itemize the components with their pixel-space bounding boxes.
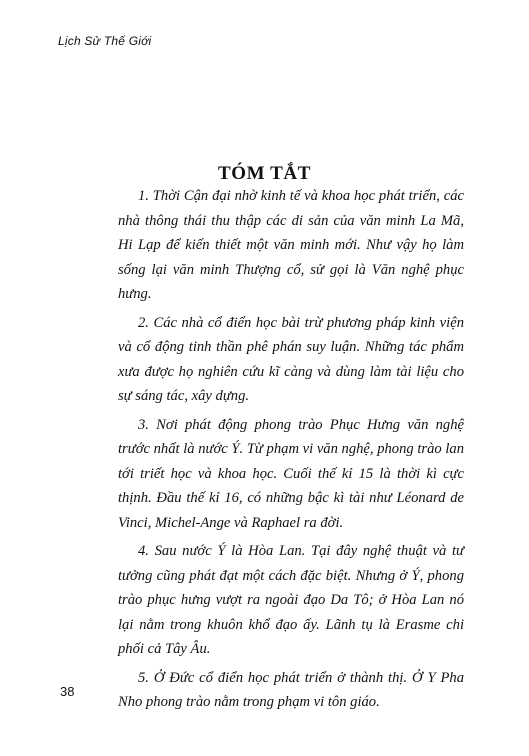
summary-paragraph-5: 5. Ở Đức cổ điển học phát triển ở thành thị. Ở Y Pha Nho phong trào nằm trong phạm vi tôn giáo. [118, 669, 464, 710]
page-number: 38 [60, 684, 75, 699]
summary-body [118, 184, 464, 719]
section-title: TÓM TẮT [217, 162, 312, 184]
summary-paragraph-4: 4. Sau nước Ý là Hòa Lan. Tại đây nghệ thuật và tư tưởng cũng phát đạt một cách đặc biệt. Nhưng ở Ý, phong trào phục hưng vượt ra ngoài đạo Da Tô; ở Hòa Lan nó lại nằm trong khuôn khổ đạo ấy. Lãnh tụ là Erasme chi phối cả Tây Âu. [118, 543, 464, 657]
summary-paragraph-1: 1. Thời Cận đại nhờ kinh tế và khoa học phát triển, các nhà thông thái thu thập các di sản của văn minh La Mã, Hi Lạp để kiến thiết một văn minh mới. Như vậy họ làm sống lại văn minh Thượng cổ, sử gọi là Văn nghệ phục hưng. [118, 188, 464, 302]
summary-paragraph-3: 3. Nơi phát động phong trào Phục Hưng văn nghệ trước nhất là nước Ý. Từ phạm vi văn nghệ, phong trào lan tới triết học và khoa học. Cuối thế kỉ 15 là thời kì cực thịnh. Đầu thế kỉ 16, có những bậc kì tài như Léonard de Vinci, Michel-Ange và Raphael ra đời. [118, 416, 464, 531]
summary-paragraph-2: 2. Các nhà cổ điển học bài trừ phương pháp kinh viện và cổ động tinh thần phê phán suy luận. Những tác phẩm xưa được họ nghiên cứu kĩ càng và dùng làm tài liệu cho sự sáng tác, xây dựng. [118, 314, 464, 404]
running-header: Lịch Sử Thế Giới [58, 34, 152, 48]
